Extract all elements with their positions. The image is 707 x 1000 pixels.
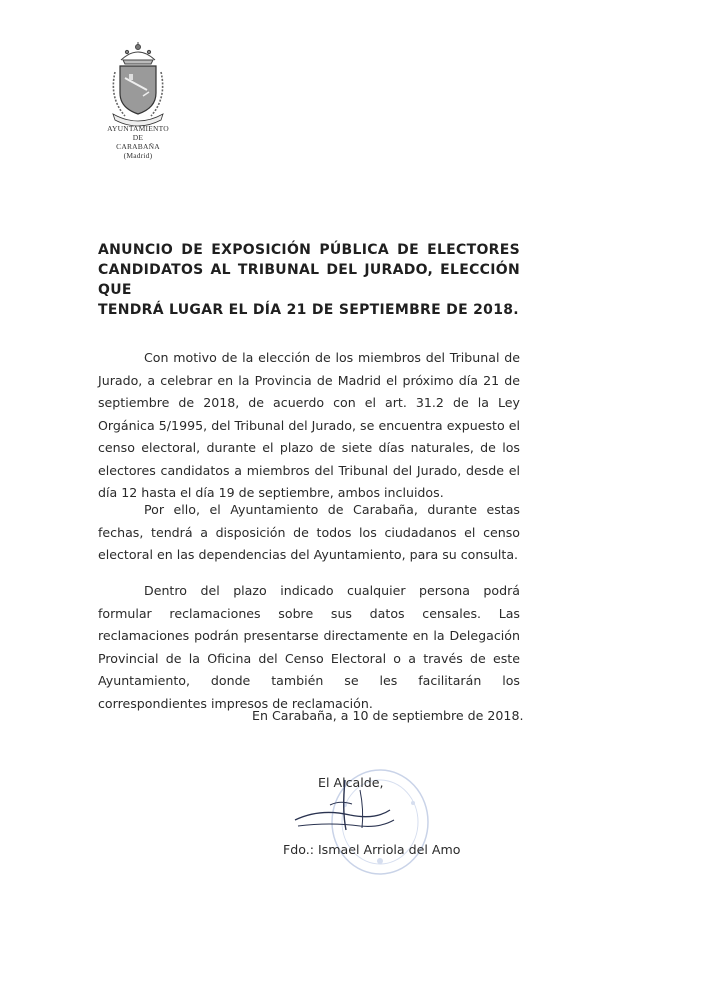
body-paragraph-3: Dentro del plazo indicado cualquier persona podrá formular reclamaciones sobre sus datos censales. Las reclamaciones podrán presentarse directamente en la Delegación Provincial de la Oficina del Censo Electoral o a través de este Ayuntamiento, donde también se les facilitarán los correspondientes impresos de reclamación.	[98, 583, 520, 711]
letterhead-line: DE	[132, 133, 144, 142]
signer-role: El Alcalde,	[318, 775, 384, 790]
body-paragraph-2: Por ello, el Ayuntamiento de Carabaña, durante estas fechas, tendrá a disposición de todos los ciudadanos el censo electoral en las dependencias del Ayuntamiento, para su consulta.	[98, 502, 520, 562]
letterhead-line: AYUNTAMIENTO	[107, 124, 169, 133]
title-line: TENDRÁ LUGAR EL DÍA 21 DE SEPTIEMBRE DE 2018.	[98, 302, 519, 318]
body-paragraph-1: Con motivo de la elección de los miembros del Tribunal de Jurado, a celebrar en la Provincia de Madrid el próximo día 21 de septiembre de 2018, de acuerdo con el art. 31.2 de la Ley Orgánica 5/1995, del Tribunal del Jurado, se encuentra expuesto el censo electoral, durante el plazo de siete días naturales, de los electores candidatos a miembros del Tribunal del Jurado, desde el día 12 hasta el día 19 de septiembre, ambos incluidos.	[98, 350, 520, 500]
handwritten-signature	[290, 770, 400, 840]
title-line: ANUNCIO DE EXPOSICIÓN PÚBLICA DE ELECTORES	[98, 242, 520, 258]
title-line: CANDIDATOS AL TRIBUNAL DEL JURADO, ELECCIÓN QUE	[98, 262, 520, 298]
document-title	[98, 240, 520, 320]
place-date: En Carabaña, a 10 de septiembre de 2018.	[252, 708, 524, 723]
letterhead-text	[92, 124, 184, 160]
letterhead-line: CARABAÑA	[116, 142, 160, 151]
letterhead-line: (Madrid)	[123, 151, 153, 160]
coat-of-arms-logo	[103, 38, 173, 128]
signed-by: Fdo.: Ismael Arriola del Amo	[283, 842, 461, 857]
